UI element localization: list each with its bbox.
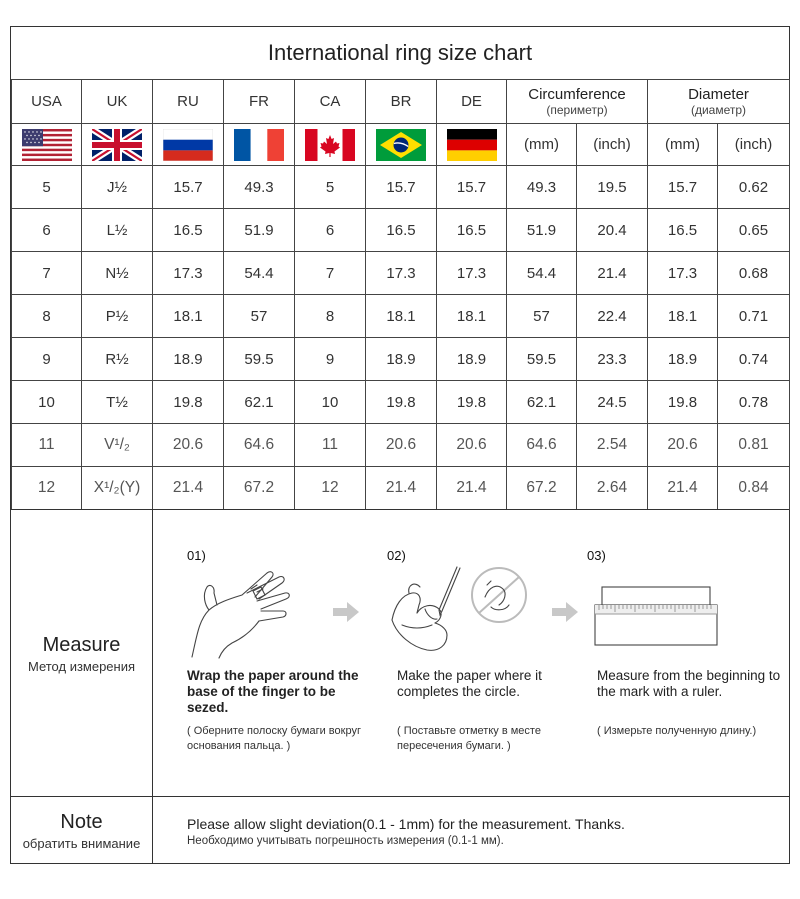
cell-dia-mm: 20.6 <box>648 424 718 467</box>
measure-section <box>11 509 789 797</box>
flag-cell-ru <box>153 124 224 166</box>
cell-de: 18.1 <box>437 295 507 338</box>
flag-row <box>12 124 790 166</box>
size-row <box>12 338 790 381</box>
cell-circ-mm: 64.6 <box>507 424 577 467</box>
cell-de: 21.4 <box>437 467 507 510</box>
cell-dia-inch: 0.74 <box>718 338 790 381</box>
cell-circ-inch: 23.3 <box>577 338 648 381</box>
cell-dia-mm: 17.3 <box>648 252 718 295</box>
mark-paper-icon <box>387 565 547 660</box>
cell-fr: 54.4 <box>224 252 295 295</box>
circumference-label: Circumference <box>528 86 626 103</box>
step-text: Measure from the beginning to the mark with a ruler. <box>597 668 781 699</box>
cell-ca: 6 <box>295 209 366 252</box>
cell-ca: 7 <box>295 252 366 295</box>
header-row <box>12 80 790 124</box>
cell-dia-mm: 18.9 <box>648 338 718 381</box>
cell-dia-inch: 0.68 <box>718 252 790 295</box>
size-row <box>12 209 790 252</box>
cell-usa: 8 <box>12 295 82 338</box>
cell-ru: 17.3 <box>153 252 224 295</box>
header-diameter <box>648 80 790 124</box>
cell-usa: 11 <box>12 424 82 467</box>
cell-uk: X¹/₂(Y) <box>82 467 153 510</box>
cell-de: 19.8 <box>437 381 507 424</box>
cell-uk: L½ <box>82 209 153 252</box>
size-row <box>12 381 790 424</box>
flag-cell-usa <box>12 124 82 166</box>
note-label-cell <box>11 797 153 864</box>
measure-label: Measure <box>42 633 121 656</box>
cell-br: 18.1 <box>366 295 437 338</box>
step-text-ru: ( Измерьте полученную длину.) <box>597 725 757 737</box>
cell-dia-mm: 21.4 <box>648 467 718 510</box>
header-usa: USA <box>12 80 82 124</box>
flag-cell-de <box>437 124 507 166</box>
cell-br: 20.6 <box>366 424 437 467</box>
cell-circ-inch: 2.64 <box>577 467 648 510</box>
diameter-label-ru: (диаметр) <box>690 103 747 117</box>
chart-title: International ring size chart <box>11 27 789 80</box>
ruler-icon <box>587 565 727 660</box>
cell-de: 16.5 <box>437 209 507 252</box>
cell-usa: 5 <box>12 166 82 209</box>
cell-usa: 12 <box>12 467 82 510</box>
cell-de: 18.9 <box>437 338 507 381</box>
header-br: BR <box>366 80 437 124</box>
note-text: Please allow slight deviation(0.1 - 1mm) for the measurement. Thanks. <box>187 816 625 832</box>
size-row <box>12 252 790 295</box>
cell-fr: 59.5 <box>224 338 295 381</box>
cell-br: 19.8 <box>366 381 437 424</box>
cell-ru: 15.7 <box>153 166 224 209</box>
cell-circ-mm: 67.2 <box>507 467 577 510</box>
cell-dia-inch: 0.71 <box>718 295 790 338</box>
note-text-ru: Необходимо учитывать погрешность измерения (0.1-1 мм). <box>187 835 504 847</box>
de-flag-icon <box>447 129 497 161</box>
cell-ru: 20.6 <box>153 424 224 467</box>
cell-ru: 18.1 <box>153 295 224 338</box>
cell-fr: 51.9 <box>224 209 295 252</box>
circumference-label-ru: (периметр) <box>546 103 608 117</box>
cell-uk: V¹/₂ <box>82 424 153 467</box>
measure-label-cell <box>11 510 153 797</box>
unit-dia-mm: (mm) <box>648 124 718 166</box>
header-circumference <box>507 80 648 124</box>
cell-uk: T½ <box>82 381 153 424</box>
cell-fr: 49.3 <box>224 166 295 209</box>
cell-dia-mm: 18.1 <box>648 295 718 338</box>
cell-usa: 10 <box>12 381 82 424</box>
flag-cell-uk <box>82 124 153 166</box>
cell-ca: 12 <box>295 467 366 510</box>
cell-dia-inch: 0.62 <box>718 166 790 209</box>
hand-wrap-icon <box>187 565 307 660</box>
cell-circ-inch: 19.5 <box>577 166 648 209</box>
flag-cell-fr <box>224 124 295 166</box>
cell-uk: N½ <box>82 252 153 295</box>
cell-usa: 9 <box>12 338 82 381</box>
cell-circ-inch: 24.5 <box>577 381 648 424</box>
header-fr: FR <box>224 80 295 124</box>
unit-circ-mm: (mm) <box>507 124 577 166</box>
note-section <box>11 796 789 864</box>
cell-ca: 9 <box>295 338 366 381</box>
cell-dia-inch: 0.65 <box>718 209 790 252</box>
cell-de: 15.7 <box>437 166 507 209</box>
cell-usa: 6 <box>12 209 82 252</box>
cell-fr: 67.2 <box>224 467 295 510</box>
flag-cell-ca <box>295 124 366 166</box>
cell-ca: 5 <box>295 166 366 209</box>
us-flag-icon <box>22 129 72 161</box>
step-text-ru: ( Оберните полоску бумаги вокруг основания пальца. ) <box>187 725 361 752</box>
cell-de: 17.3 <box>437 252 507 295</box>
step-number: 03) <box>587 548 606 563</box>
cell-usa: 7 <box>12 252 82 295</box>
cell-circ-mm: 62.1 <box>507 381 577 424</box>
cell-circ-inch: 22.4 <box>577 295 648 338</box>
cell-uk: P½ <box>82 295 153 338</box>
cell-br: 18.9 <box>366 338 437 381</box>
cell-circ-mm: 59.5 <box>507 338 577 381</box>
cell-ca: 11 <box>295 424 366 467</box>
cell-circ-mm: 51.9 <box>507 209 577 252</box>
note-label-ru: обратить внимание <box>22 835 141 851</box>
cell-ru: 16.5 <box>153 209 224 252</box>
cell-br: 17.3 <box>366 252 437 295</box>
flag-cell-br <box>366 124 437 166</box>
size-table <box>11 79 790 510</box>
measure-label-ru: Метод измерения <box>27 658 136 674</box>
unit-dia-inch: (inch) <box>718 124 790 166</box>
cell-circ-inch: 21.4 <box>577 252 648 295</box>
cell-dia-mm: 15.7 <box>648 166 718 209</box>
header-uk: UK <box>82 80 153 124</box>
cell-circ-mm: 54.4 <box>507 252 577 295</box>
size-row <box>12 166 790 209</box>
cell-circ-inch: 2.54 <box>577 424 648 467</box>
arrow-right-icon <box>552 602 578 622</box>
cell-circ-mm: 57 <box>507 295 577 338</box>
cell-fr: 62.1 <box>224 381 295 424</box>
size-row <box>12 467 790 510</box>
cell-fr: 64.6 <box>224 424 295 467</box>
step-text: Wrap the paper around the base of the finger to be sezed. <box>187 668 359 715</box>
cell-ca: 10 <box>295 381 366 424</box>
cell-ru: 19.8 <box>153 381 224 424</box>
cell-fr: 57 <box>224 295 295 338</box>
cell-ca: 8 <box>295 295 366 338</box>
unit-circ-inch: (inch) <box>577 124 648 166</box>
cell-uk: J½ <box>82 166 153 209</box>
cell-uk: R½ <box>82 338 153 381</box>
header-ca: CA <box>295 80 366 124</box>
note-label: Note <box>60 810 103 833</box>
cell-dia-inch: 0.81 <box>718 424 790 467</box>
cell-br: 21.4 <box>366 467 437 510</box>
cell-dia-inch: 0.84 <box>718 467 790 510</box>
size-row <box>12 295 790 338</box>
cell-ru: 18.9 <box>153 338 224 381</box>
cell-br: 15.7 <box>366 166 437 209</box>
header-ru: RU <box>153 80 224 124</box>
cell-ru: 21.4 <box>153 467 224 510</box>
ca-flag-icon <box>305 129 355 161</box>
ru-flag-icon <box>163 129 213 161</box>
arrow-right-icon <box>333 602 359 622</box>
size-rows <box>12 166 790 510</box>
ring-size-chart <box>10 26 790 864</box>
cell-circ-inch: 20.4 <box>577 209 648 252</box>
uk-flag-icon <box>92 129 142 161</box>
size-row <box>12 424 790 467</box>
cell-dia-mm: 19.8 <box>648 381 718 424</box>
cell-de: 20.6 <box>437 424 507 467</box>
br-flag-icon <box>376 129 426 161</box>
cell-br: 16.5 <box>366 209 437 252</box>
step-text: Make the paper where it completes the circle. <box>397 668 542 699</box>
fr-flag-icon <box>234 129 284 161</box>
cell-circ-mm: 49.3 <box>507 166 577 209</box>
step-number: 02) <box>387 548 406 563</box>
cell-dia-mm: 16.5 <box>648 209 718 252</box>
step-number: 01) <box>187 548 206 563</box>
header-de: DE <box>437 80 507 124</box>
step-text-ru: ( Поставьте отметку в месте пересечения бумаги. ) <box>397 725 541 752</box>
diameter-label: Diameter <box>688 86 749 103</box>
cell-dia-inch: 0.78 <box>718 381 790 424</box>
